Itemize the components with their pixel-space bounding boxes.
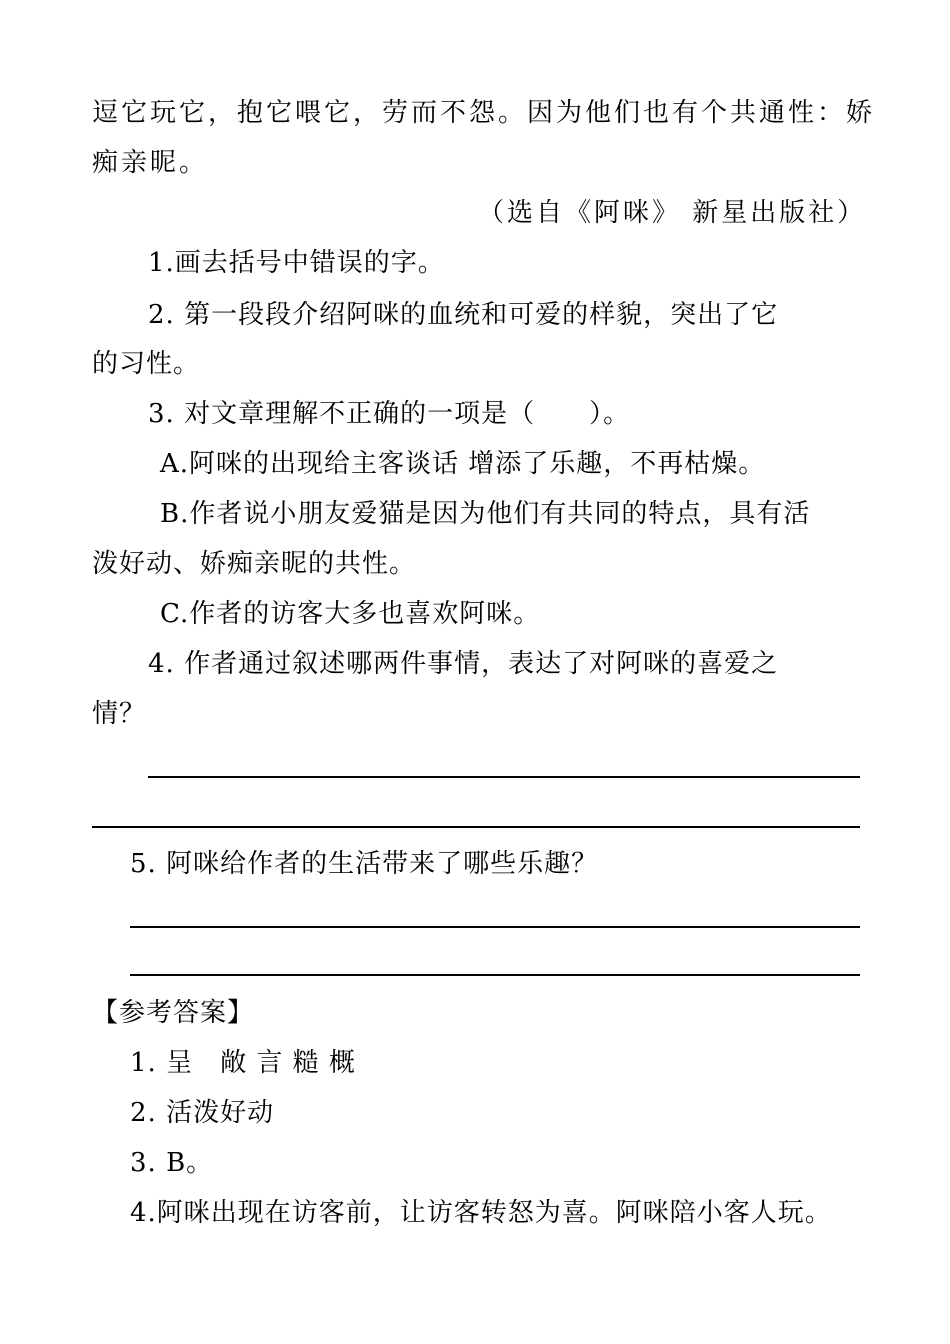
question-4-line-1: 4. 作者通过叙述哪两件事情，表达了对阿咪的喜爱之 — [148, 649, 779, 679]
question-3-option-c: C.作者的访客大多也喜欢阿咪。 — [160, 599, 541, 629]
question-3-option-b-line-2: 泼好动、娇痴亲昵的共性。 — [92, 549, 417, 579]
question-3-option-b-line-1: B.作者说小朋友爱猫是因为他们有共同的特点，具有活 — [160, 499, 811, 529]
question-3-option-a: A.阿咪的出现给主客谈话 增添了乐趣，不再枯燥。 — [160, 449, 766, 479]
question-3: 3. 对文章理解不正确的一项是（ ）。 — [148, 399, 631, 429]
passage-source: （选自《阿咪》 新星出版社） — [478, 198, 867, 228]
answer-1: 1. 呈 敞 言 糙 概 — [130, 1048, 356, 1078]
answer-line-q5-1[interactable] — [130, 926, 860, 928]
answer-line-q4-2[interactable] — [92, 826, 860, 828]
answer-3: 3. B。 — [130, 1148, 214, 1178]
passage-line-2: 痴亲昵。 — [92, 148, 209, 178]
answer-line-q5-2[interactable] — [130, 974, 860, 976]
question-4-line-2: 情？ — [92, 699, 147, 729]
question-1: 1.画去括号中错误的字。 — [148, 248, 445, 278]
answer-4: 4.阿咪出现在访客前，让访客转怒为喜。阿咪陪小客人玩。 — [130, 1198, 832, 1228]
passage-line-1: 逗它玩它，抱它喂它，劳而不怨。因为他们也有个共通性：娇 — [92, 98, 876, 128]
question-5: 5. 阿咪给作者的生活带来了哪些乐趣？ — [130, 849, 599, 879]
answer-2: 2. 活泼好动 — [130, 1098, 275, 1128]
question-2-line-2: 的习性。 — [92, 349, 201, 379]
answer-line-q4-1[interactable] — [148, 776, 860, 778]
question-2-line-1: 2. 第一段段介绍阿咪的血统和可爱的样貌，突出了它 — [148, 300, 779, 330]
answers-heading: 【参考答案】 — [92, 998, 255, 1028]
